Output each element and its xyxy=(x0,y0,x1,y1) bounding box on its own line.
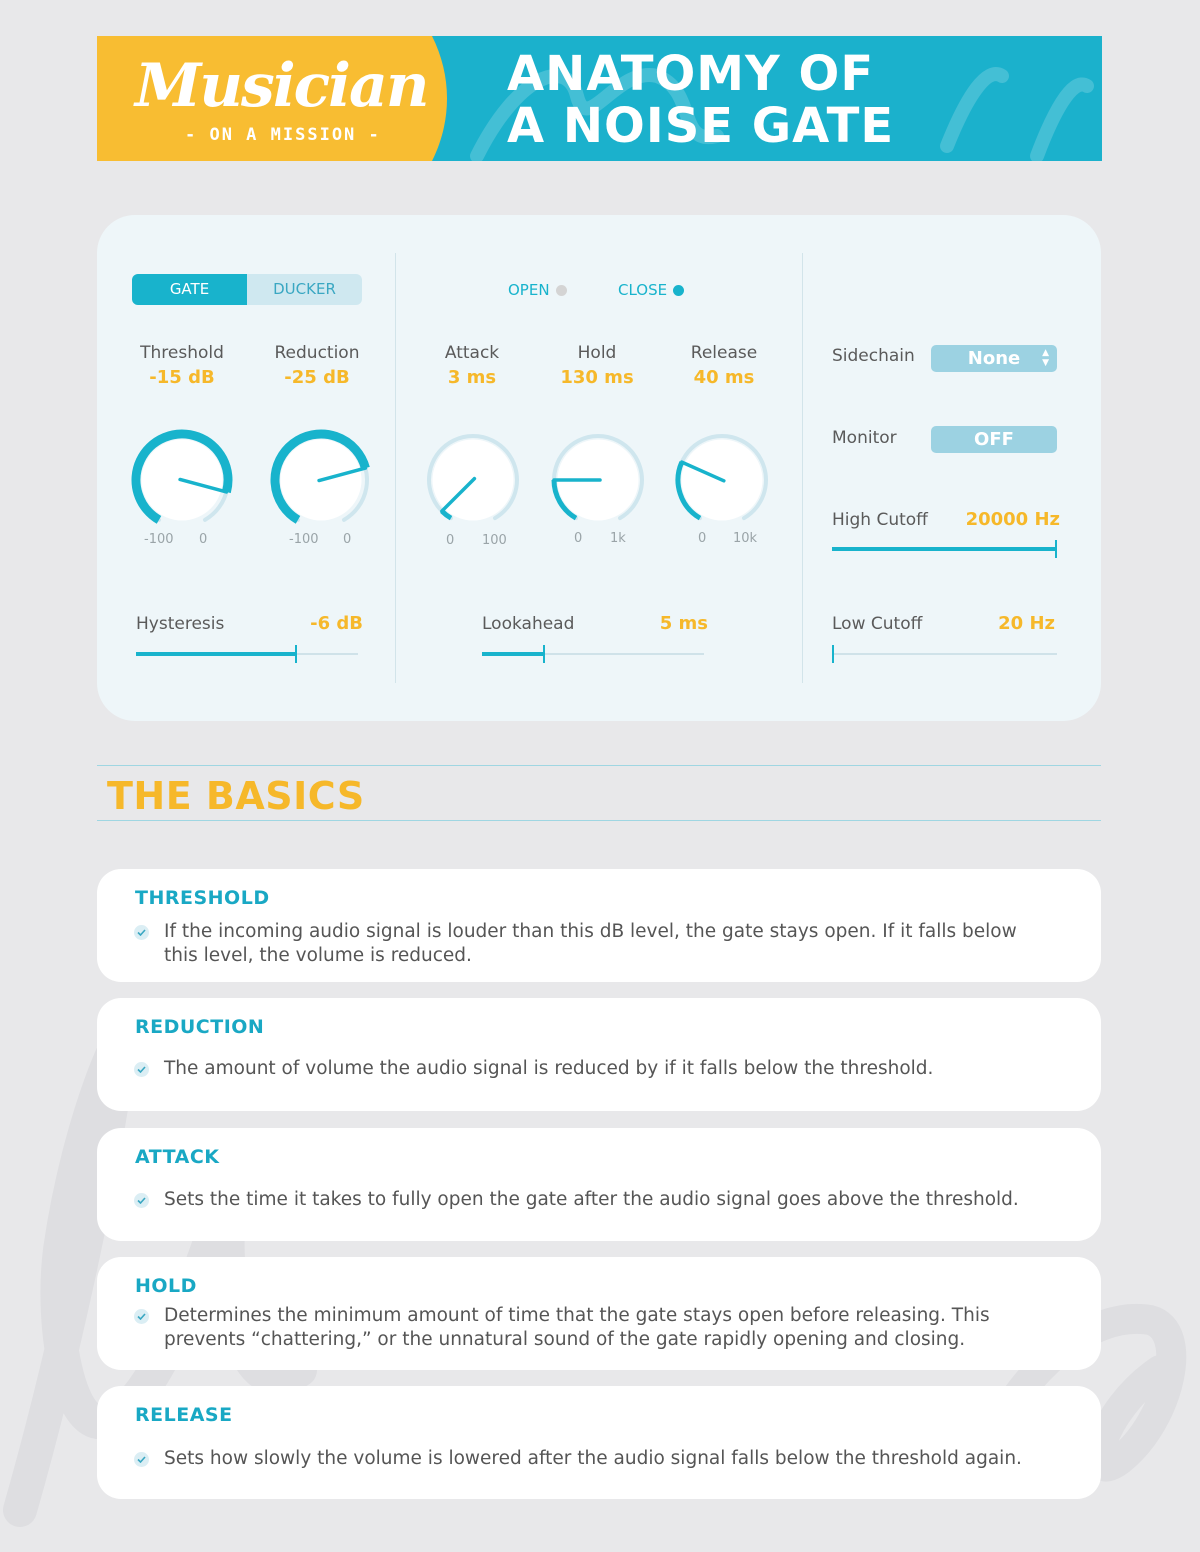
check-icon xyxy=(134,1452,149,1467)
high-cutoff-label: High Cutoff xyxy=(832,510,928,530)
reduction-scale-min: -100 xyxy=(289,532,319,547)
sidechain-label: Sidechain xyxy=(832,346,915,366)
reduction-value: -25 dB xyxy=(284,367,350,388)
basics-heading: THE BASICS xyxy=(107,774,365,818)
threshold-knob[interactable] xyxy=(127,425,237,535)
threshold-param xyxy=(122,343,242,388)
reduction-label: Reduction xyxy=(274,343,360,363)
gate-mode-button[interactable]: GATE xyxy=(132,274,247,305)
lookahead-thumb[interactable] xyxy=(543,645,545,663)
monitor-toggle[interactable]: OFF xyxy=(931,426,1057,453)
sidechain-value: None xyxy=(967,348,1021,369)
release-card xyxy=(97,1386,1101,1499)
section-rule-bottom xyxy=(97,820,1101,821)
noise-gate-panel xyxy=(97,215,1101,721)
card-description: The amount of volume the audio signal is reduced by if it falls below the threshold. xyxy=(164,1058,934,1079)
check-icon xyxy=(134,1062,149,1077)
mode-toggle xyxy=(132,274,362,305)
hold-value: 130 ms xyxy=(560,367,634,388)
attack-scale-min: 0 xyxy=(446,533,455,548)
attack-scale-max: 100 xyxy=(482,533,507,548)
hysteresis-slider[interactable] xyxy=(136,653,358,655)
threshold-label: Threshold xyxy=(140,343,224,363)
card-description: Sets how slowly the volume is lowered after the audio signal falls below the threshold again. xyxy=(164,1448,1022,1469)
check-icon xyxy=(134,1309,149,1324)
card-description: Determines the minimum amount of time that the gate stays open before releasing. This prevents “chattering,” or the unnatural sound of the gate rapidly opening and closing. xyxy=(164,1305,990,1350)
attack-label: Attack xyxy=(444,343,500,363)
open-indicator-label: OPEN xyxy=(508,281,550,299)
ducker-mode-button[interactable]: DUCKER xyxy=(247,274,362,305)
card-title: REDUCTION xyxy=(135,1016,265,1038)
attack-knob[interactable] xyxy=(423,430,523,530)
hold-scale-max: 1k xyxy=(610,531,626,546)
threshold-scale-min: -100 xyxy=(144,532,174,547)
check-icon xyxy=(134,925,149,940)
card-title: ATTACK xyxy=(135,1146,220,1168)
attack-value: 3 ms xyxy=(447,367,497,388)
check-icon xyxy=(134,1193,149,1208)
card-description: Sets the time it takes to fully open the gate after the audio signal goes above the threshold. xyxy=(164,1189,1019,1210)
high-cutoff-thumb[interactable] xyxy=(1055,540,1057,558)
open-indicator xyxy=(508,281,567,299)
low-cutoff-label: Low Cutoff xyxy=(832,614,923,634)
open-indicator-dot xyxy=(556,285,567,296)
threshold-scale-max: 0 xyxy=(199,532,208,547)
hysteresis-label: Hysteresis xyxy=(136,614,225,634)
close-indicator-dot xyxy=(673,285,684,296)
high-cutoff-value: 20000 Hz xyxy=(965,509,1060,530)
attack-card xyxy=(97,1128,1101,1241)
hold-label: Hold xyxy=(577,343,617,363)
release-param xyxy=(664,343,784,388)
release-label: Release xyxy=(690,343,758,363)
threshold-value: -15 dB xyxy=(149,367,215,388)
close-indicator-label: CLOSE xyxy=(618,281,668,299)
card-title: THRESHOLD xyxy=(135,887,270,909)
card-title: RELEASE xyxy=(135,1404,233,1426)
page-title: ANATOMY OF A NOISE GATE xyxy=(507,46,895,154)
lookahead-slider[interactable] xyxy=(482,653,704,655)
hold-knob[interactable] xyxy=(548,430,648,530)
panel-divider xyxy=(802,253,803,683)
attack-param xyxy=(412,343,532,388)
card-title: HOLD xyxy=(135,1275,197,1297)
high-cutoff-slider[interactable] xyxy=(832,548,1057,550)
release-knob[interactable] xyxy=(672,430,772,530)
hold-scale-min: 0 xyxy=(574,531,583,546)
reduction-card xyxy=(97,998,1101,1111)
logo-wordmark: Musician xyxy=(135,51,428,121)
lookahead-fill xyxy=(482,652,544,656)
header-banner xyxy=(97,36,1102,161)
release-scale-min: 0 xyxy=(698,531,707,546)
hold-card xyxy=(97,1257,1101,1370)
hysteresis-thumb[interactable] xyxy=(295,645,297,663)
release-value: 40 ms xyxy=(693,367,755,388)
lookahead-label: Lookahead xyxy=(482,614,575,634)
card-description: If the incoming audio signal is louder than this dB level, the gate stays open. If it falls below this level, the volume is reduced. xyxy=(164,921,1017,966)
high-cutoff-fill xyxy=(832,547,1057,551)
reduction-scale-max: 0 xyxy=(343,532,352,547)
sidechain-select[interactable] xyxy=(931,345,1057,372)
hysteresis-fill xyxy=(136,652,296,656)
close-indicator xyxy=(618,281,684,299)
lookahead-value: 5 ms xyxy=(659,613,708,634)
reduction-param xyxy=(257,343,377,388)
threshold-card xyxy=(97,869,1101,982)
logo-tagline: - ON A MISSION - xyxy=(185,125,381,145)
low-cutoff-thumb[interactable] xyxy=(832,645,834,663)
hold-param xyxy=(537,343,657,388)
low-cutoff-slider[interactable] xyxy=(832,653,1057,655)
reduction-knob[interactable] xyxy=(266,425,376,535)
release-scale-max: 10k xyxy=(733,531,758,546)
monitor-label: Monitor xyxy=(832,428,897,448)
low-cutoff-value: 20 Hz xyxy=(998,613,1055,634)
panel-divider xyxy=(395,253,396,683)
hysteresis-value: -6 dB xyxy=(310,613,363,634)
select-arrows-icon: ▲ ▼ xyxy=(1042,348,1049,368)
section-rule-top xyxy=(97,765,1101,766)
